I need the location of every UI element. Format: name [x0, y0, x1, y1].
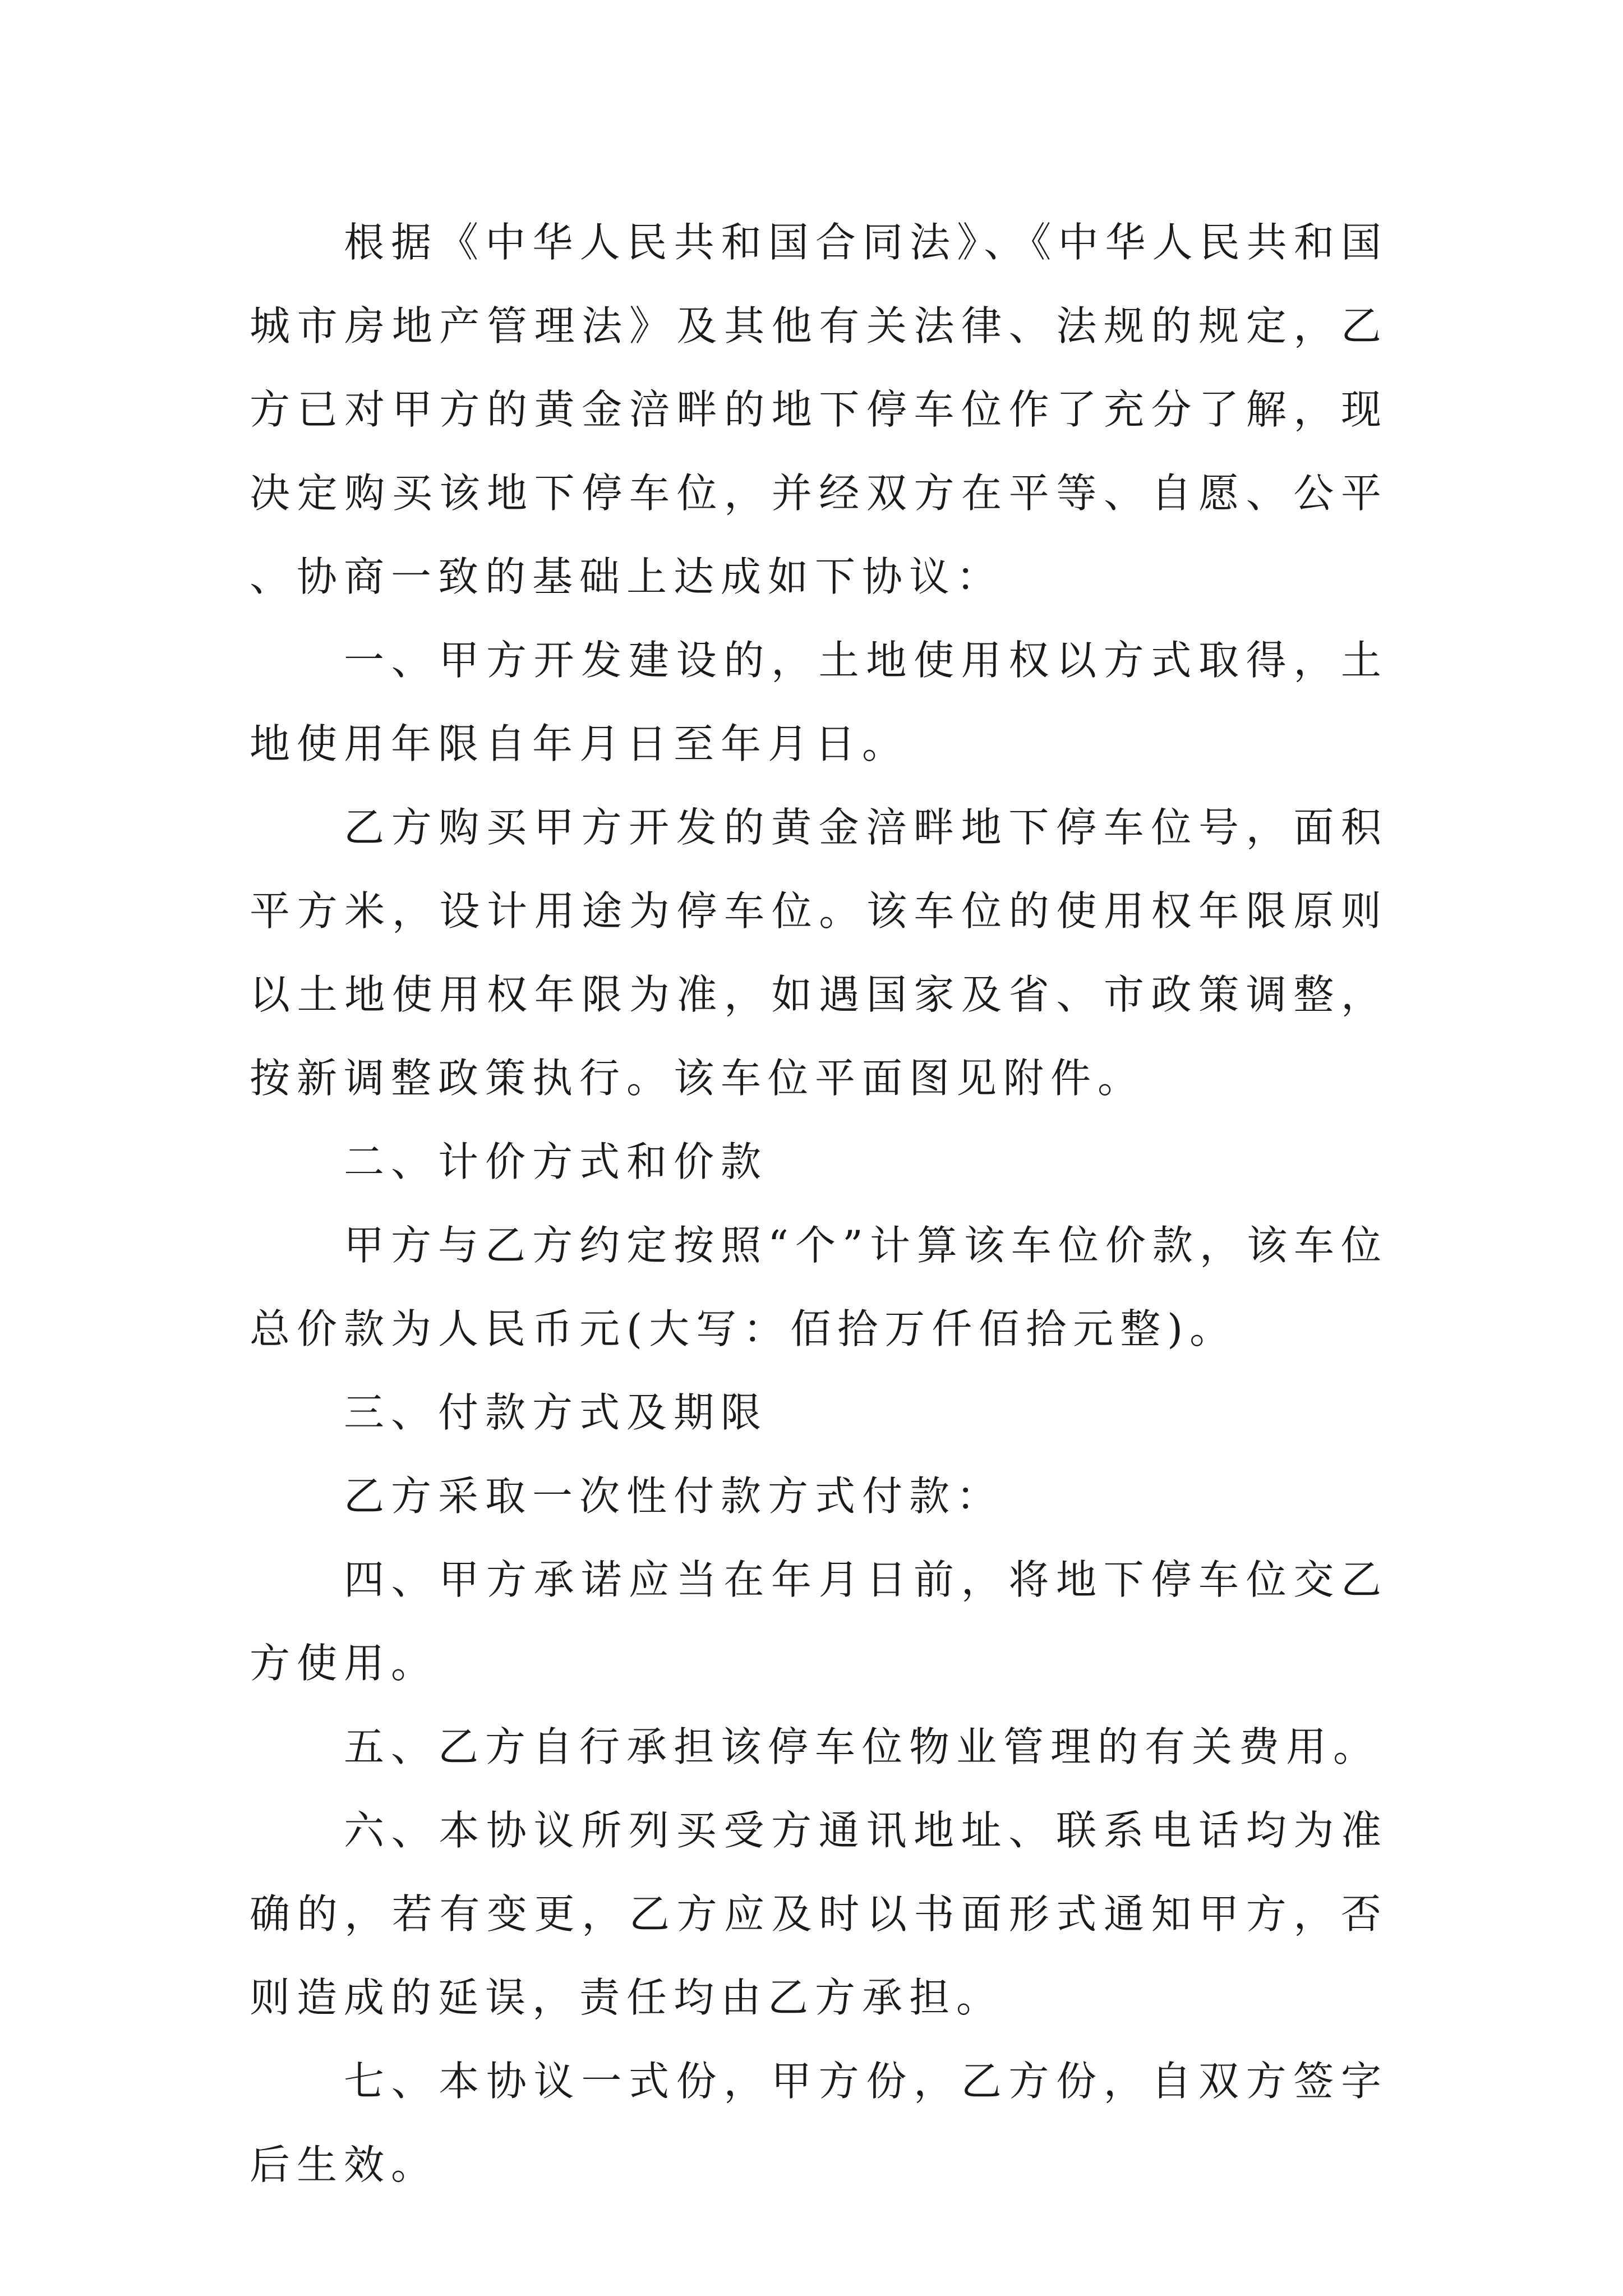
paragraph-clause-7: 七、本协议一式份，甲方份，乙方份，自双方签字后生效。: [250, 2058, 1388, 2188]
paragraph-clause-4: 四、甲方承诺应当在年月日前，将地下停车位交乙方使用。: [250, 1556, 1388, 1687]
paragraph-clause-5: 五、乙方自行承担该停车位物业管理的有关费用。: [344, 1723, 1381, 1770]
paragraph-clause-3-detail: 乙方采取一次性付款方式付款：: [344, 1473, 1004, 1520]
paragraph-clause-1-detail: 乙方购买甲方开发的黄金涪畔地下停车位号，面积平方米，设计用途为停车位。该车位的使用权年限原则以土地使用权年限为准，如遇国家及省、市政策调整，按新调整政策执行。该车位平面图见附件。: [250, 804, 1388, 1102]
paragraph-clause-2-heading: 二、计价方式和价款: [344, 1138, 768, 1185]
document-body: [250, 201, 1388, 2207]
paragraph-clause-6: 六、本协议所列买受方通讯地址、联系电话均为准确的，若有变更，乙方应及时以书面形式通知甲方，否则造成的延误，责任均由乙方承担。: [250, 1807, 1388, 2021]
paragraph-clause-1: 一、甲方开发建设的，土地使用权以方式取得，土地使用年限自年月日至年月日。: [250, 637, 1388, 767]
paragraph-clause-2-detail: 甲方与乙方约定按照“个”计算该车位价款，该车位总价款为人民币元(大写：佰拾万仟佰拾元整)。: [250, 1222, 1388, 1352]
paragraph-preamble: 根据《中华人民共和国合同法》、《中华人民共和国城市房地产管理法》及其他有关法律、法规的规定，乙方已对甲方的黄金涪畔的地下停车位作了充分了解，现决定购买该地下停车位，并经双方在平等、自愿、公平、协商一致的基础上达成如下协议：: [250, 219, 1388, 600]
paragraph-clause-3-heading: 三、付款方式及期限: [344, 1389, 768, 1436]
